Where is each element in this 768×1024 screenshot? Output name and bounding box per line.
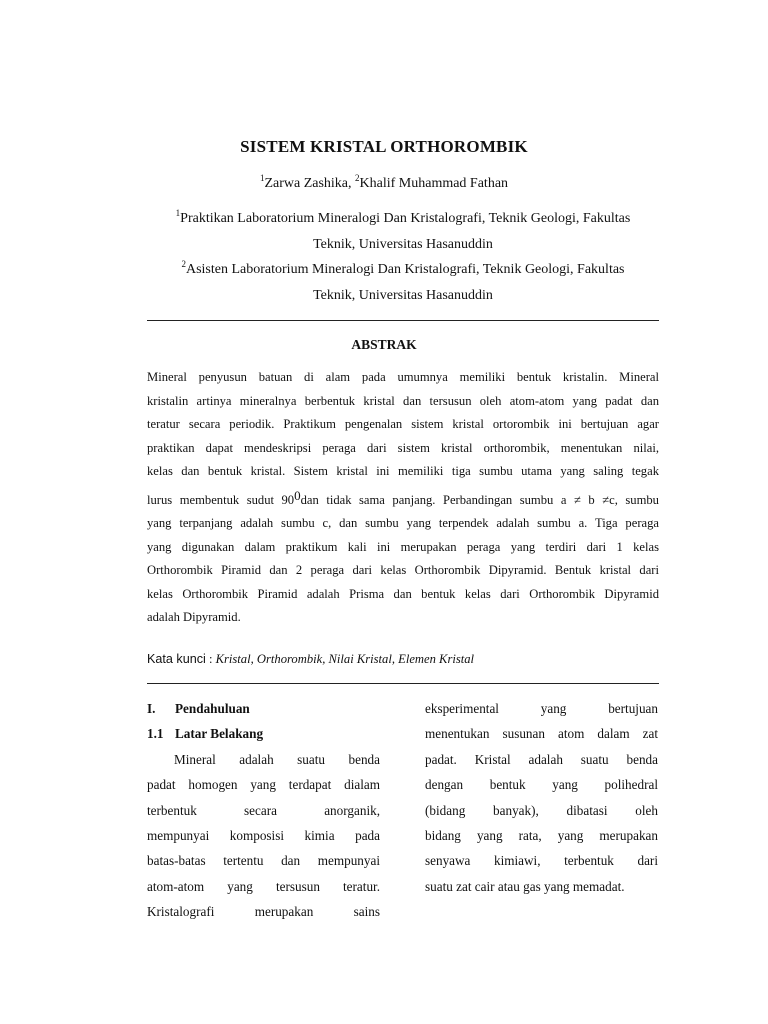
body-column-right <box>425 696 658 899</box>
body-line: mempunyai komposisi kimia pada <box>147 828 380 844</box>
body-line: atom-atom yang tersusun teratur. <box>147 878 380 894</box>
subsection-title: Latar Belakang <box>175 726 264 742</box>
body-line: bidang yang rata, yang merupakan <box>425 828 658 844</box>
body-line: menentukan susunan atom dalam zat <box>425 726 658 742</box>
keywords-label: Kata kunci <box>147 652 206 666</box>
body-line: Mineral adalah suatu benda <box>174 751 380 767</box>
body-line: eksperimental yang bertujuan <box>425 701 658 716</box>
author-2-name: Khalif Muhammad Fathan <box>359 176 509 191</box>
section-heading <box>147 696 380 721</box>
author-line <box>0 173 768 192</box>
abstract-body <box>147 366 659 630</box>
author-1-name: Zarwa Zashika, <box>264 176 352 191</box>
abstract-line: kelas dan bentuk kristal. Sistem kristal ini memiliki tiga sumbu utama yang saling tegak <box>147 464 659 478</box>
affiliation-1-line-2: Teknik, Universitas Hasanuddin <box>313 237 493 252</box>
keywords-separator: : <box>205 652 216 666</box>
subsection-heading <box>147 721 380 746</box>
keywords-terms: Kristal, Orthorombik, Nilai Kristal, Elemen Kristal <box>215 652 475 666</box>
paper-title: SISTEM KRISTAL ORTHOROMBIK <box>240 137 528 156</box>
affiliation-2-line-1: Asisten Laboratorium Mineralogi Dan Kristalografi, Teknik Geologi, Fakultas <box>185 262 625 277</box>
author-1-superscript: 1 <box>259 173 265 183</box>
header-divider <box>147 320 659 321</box>
abstract-line: Mineral penyusun batuan di alam pada umumnya memiliki bentuk kristalin. Mineral <box>147 370 659 384</box>
abstract-line-6-start: lurus membentuk sudut 90 <box>147 492 295 507</box>
affiliation-2-superscript: 2 <box>181 259 186 269</box>
affiliation-1-line-1: Praktikan Laboratorium Mineralogi Dan Kristalografi, Teknik Geologi, Fakultas <box>180 211 631 226</box>
keywords-line <box>147 652 659 667</box>
degree-superscript: 0 <box>294 487 301 503</box>
body-line: (bidang banyak), dibatasi oleh <box>425 802 658 818</box>
abstract-line: adalah Dipyramid. <box>147 610 241 624</box>
body-line: dengan bentuk yang polihedral <box>425 777 658 793</box>
body-line: suatu zat cair atau gas yang memadat. <box>425 878 625 894</box>
body-column-left <box>147 696 380 925</box>
abstract-line: yang digunakan dalam praktikum kali ini merupakan peraga yang terdiri dari 1 kelas <box>147 539 659 554</box>
abstract-line: yang terpanjang adalah sumbu c, dan sumbu yang terpendek adalah sumbu a. Tiga peraga <box>147 516 659 530</box>
body-line: padat homogen yang terdapat dialam <box>147 777 380 793</box>
affiliation-2-line-2: Teknik, Universitas Hasanuddin <box>313 288 493 303</box>
abstract-line: praktikan dapat mendeskripsi peraga dari sistem kristal orthorombik, menentukan nilai, <box>147 440 659 455</box>
affiliation-2 <box>147 257 659 309</box>
abstract-line: kelas Orthorombik Piramid adalah Prisma dan bentuk kelas dari Orthorombik Dipyramid <box>147 586 659 601</box>
body-line: Kristalografi merupakan sains <box>147 904 380 920</box>
author-2-superscript: 2 <box>355 173 360 183</box>
abstract-line: teratur secara periodik. Praktikum pengenalan sistem kristal ortorombik ini bertujuan agar <box>147 417 659 431</box>
abstract-line: kristalin artinya mineralnya berbentuk kristal dan tersusun oleh atom-atom yang padat dan <box>147 393 659 408</box>
abstract-heading: ABSTRAK <box>351 337 417 352</box>
section-title: Pendahuluan <box>175 701 250 716</box>
section-number: I. <box>147 701 156 716</box>
abstract-line-with-degree <box>147 484 659 513</box>
body-line: batas-batas tertentu dan mempunyai <box>147 853 380 869</box>
affiliation-1 <box>147 206 659 258</box>
abstract-line-6-end: dan tidak sama panjang. Perbandingan sumbu a ≠ b ≠c, sumbu <box>300 492 659 507</box>
subsection-number: 1.1 <box>147 726 164 742</box>
abstract-line: Orthorombik Piramid dan 2 peraga dari kelas Orthorombik Dipyramid. Bentuk kristal dari <box>147 563 659 577</box>
affiliation-1-superscript: 1 <box>175 208 181 218</box>
body-line: padat. Kristal adalah suatu benda <box>425 751 658 767</box>
body-line: senyawa kimiawi, terbentuk dari <box>425 853 658 869</box>
body-line: terbentuk secara anorganik, <box>147 802 380 818</box>
abstract-divider <box>147 683 659 684</box>
